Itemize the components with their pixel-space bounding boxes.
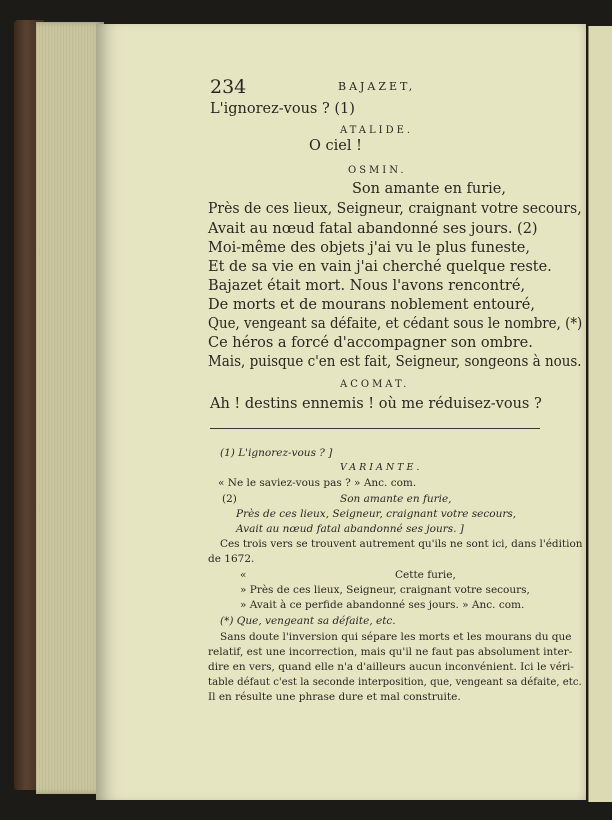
footnote-text: dire en vers, quand elle n'a d'ailleurs aucun inconvénient. Ici le véri- xyxy=(208,661,574,673)
verse-line: Mais, puisque c'en est fait, Seigneur, songeons à nous. xyxy=(208,354,582,370)
footnote-text: Près de ces lieux, Seigneur, craignant votre secours, xyxy=(236,508,517,520)
footnote-rule xyxy=(210,428,540,429)
verse-line: O ciel ! xyxy=(309,138,362,154)
footnote-ref: (2) xyxy=(222,493,237,505)
footnote-text: « Ne le saviez-vous pas ? » Anc. com. xyxy=(218,477,417,489)
verse-line: De morts et de mourans noblement entouré, xyxy=(208,297,535,313)
footnote-text: » Près de ces lieux, Seigneur, craignant votre secours, xyxy=(240,584,530,596)
verse-line: Et de sa vie en vain j'ai cherché quelque reste. xyxy=(208,259,552,275)
verse-line: Son amante en furie, xyxy=(352,181,506,197)
footnote-text: Cette furie, xyxy=(395,569,456,581)
speaker-name: ATALIDE. xyxy=(340,125,414,136)
verse-line: L'ignorez-vous ? (1) xyxy=(210,101,355,117)
footnote-text: « xyxy=(240,569,247,581)
running-title: BAJAZET, xyxy=(338,80,416,93)
footnote-text: Avait au nœud fatal abandonné ses jours. ] xyxy=(236,523,464,535)
footnote-ref: (1) L'ignorez-vous ? ] xyxy=(220,447,333,459)
footnote-text: » Avait à ce perfide abandonné ses jours. » Anc. com. xyxy=(240,599,525,611)
facing-page-edge xyxy=(588,26,612,802)
footnote-text: Il en résulte une phrase dure et mal construite. xyxy=(208,691,461,703)
footnote-text: Sans doute l'inversion qui sépare les morts et les mourans du que xyxy=(220,631,572,643)
verse-line: Avait au nœud fatal abandonné ses jours. (2) xyxy=(208,221,538,237)
footnote-text: Ces trois vers se trouvent autrement qu'ils ne sont ici, dans l'édition xyxy=(220,538,583,550)
variant-heading: VARIANTE. xyxy=(340,462,423,473)
page-number: 234 xyxy=(210,76,247,98)
footnote-text: relatif, est une incorrection, mais qu'il ne faut pas absolument inter- xyxy=(208,646,573,658)
verse-line: Moi-même des objets j'ai vu le plus funeste, xyxy=(208,240,530,256)
footnote-text: Son amante en furie, xyxy=(340,493,452,505)
speaker-name: OSMIN. xyxy=(348,165,407,176)
page-stack-edges xyxy=(36,22,104,794)
verse-line: Ah ! destins ennemis ! où me réduisez-vous ? xyxy=(210,396,542,412)
verse-line: Bajazet était mort. Nous l'avons rencontré, xyxy=(208,278,526,294)
footnote-ref: (*) Que, vengeant sa défaite, etc. xyxy=(220,615,396,627)
footnote-text: table défaut c'est la seconde interposition, que, vengeant sa défaite, etc. xyxy=(208,676,582,688)
speaker-name: ACOMAT. xyxy=(340,379,410,390)
verse-line: Que, vengeant sa défaite, et cédant sous le nombre, (*) xyxy=(208,316,583,332)
verse-line: Ce héros a forcé d'accompagner son ombre. xyxy=(208,335,533,351)
footnote-text: de 1672. xyxy=(208,553,255,565)
verse-line: Près de ces lieux, Seigneur, craignant votre secours, xyxy=(208,201,582,217)
